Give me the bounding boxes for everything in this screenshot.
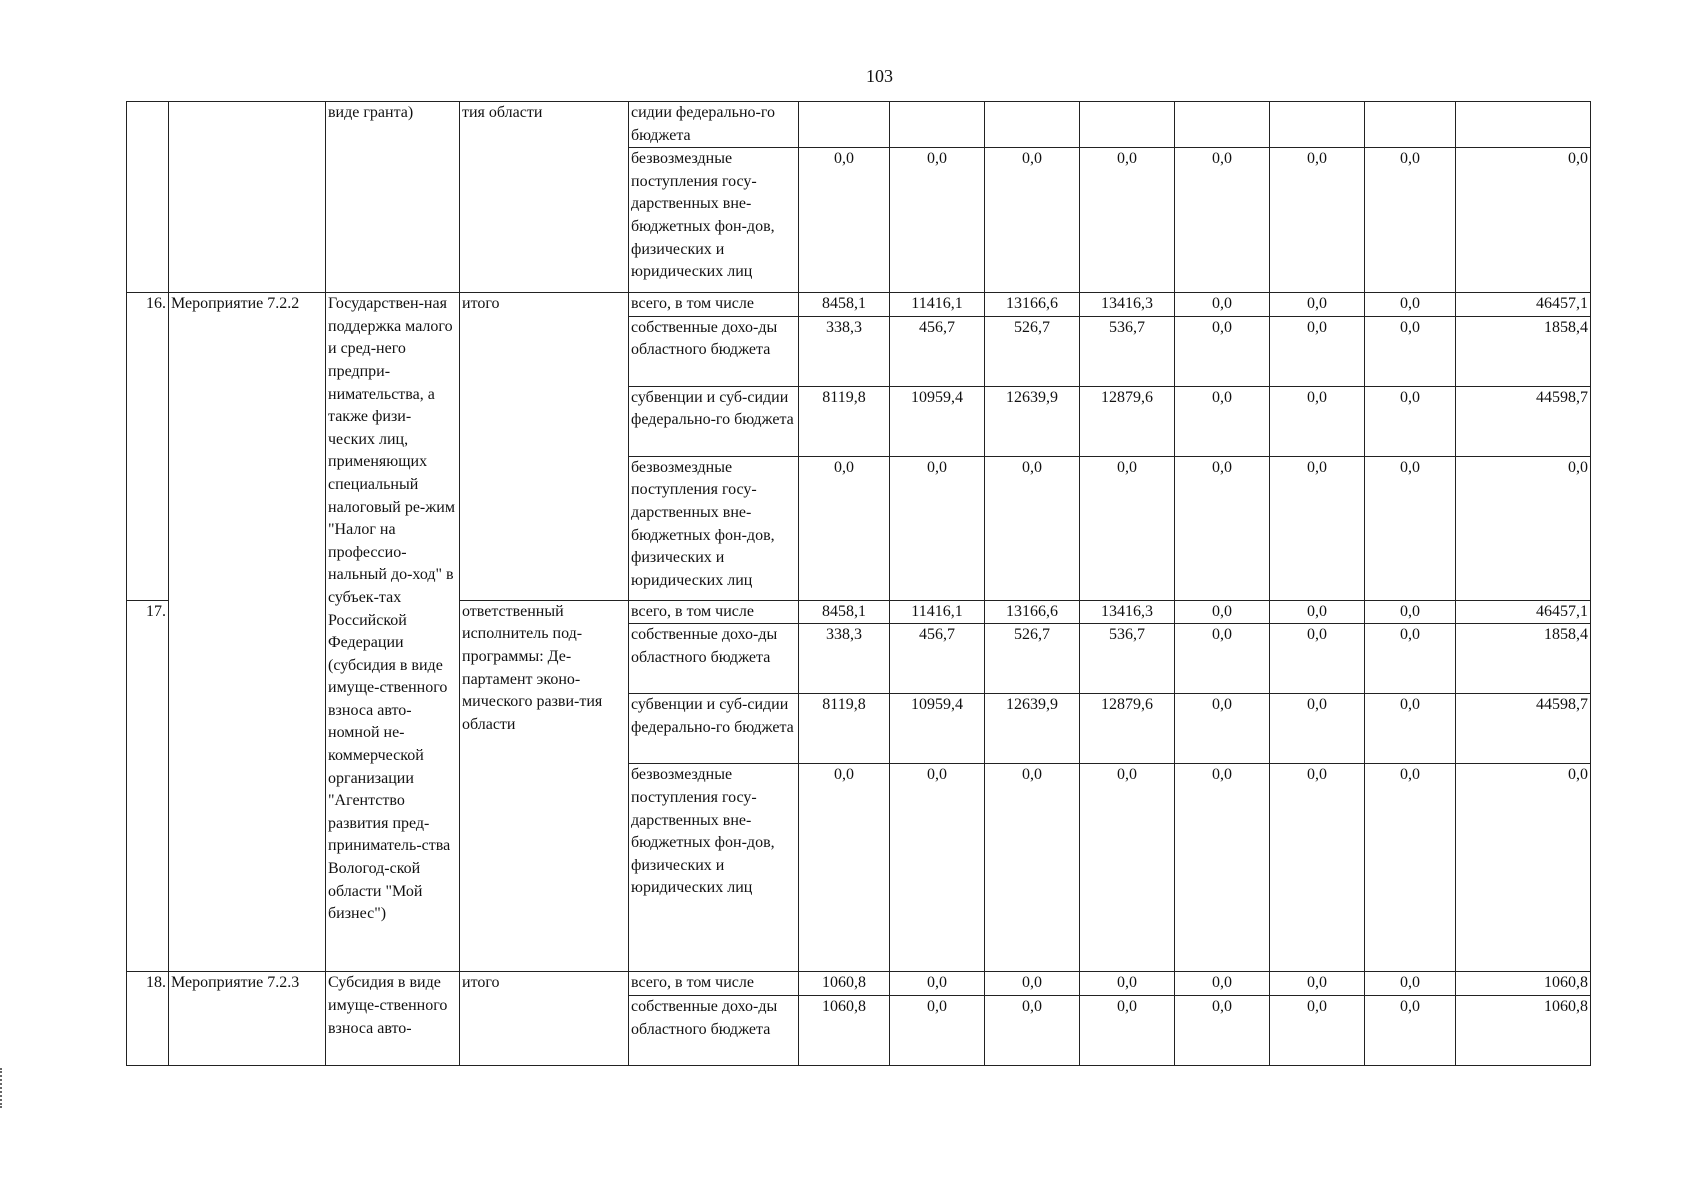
source-label: собственные дохо-ды областного бюджета [629,316,799,386]
value-cell: 13166,6 [985,293,1080,317]
value-cell: 0,0 [1270,694,1365,764]
value-cell: 338,3 [799,624,890,694]
value-cell: 0,0 [1365,316,1456,386]
event-cell [169,102,326,293]
value-cell: 12879,6 [1080,694,1175,764]
value-cell: 0,0 [1175,386,1270,456]
value-cell [1365,102,1456,148]
value-cell: 0,0 [1270,148,1365,293]
value-cell: 1858,4 [1456,316,1591,386]
value-cell: 0,0 [985,764,1080,972]
event-label: Мероприятие 7.2.3 [169,972,326,1066]
value-cell: 338,3 [799,316,890,386]
value-cell: 0,0 [1456,764,1591,972]
event-description: Субсидия в виде имуще-ственного взноса авто- [326,972,460,1066]
value-cell: 8119,8 [799,386,890,456]
value-cell: 0,0 [1270,995,1365,1065]
value-cell [890,102,985,148]
value-cell: 8458,1 [799,293,890,317]
value-cell [1456,102,1591,148]
value-cell: 0,0 [1270,972,1365,996]
source-label: субвенции и суб-сидии федерально-го бюджета [629,386,799,456]
value-cell: 0,0 [985,972,1080,996]
executor-label: ответственный исполнитель под-программы: Де-партамент эконо-мического разви-тия области [460,600,629,972]
row-number-cell [127,102,169,293]
value-cell: 0,0 [1175,972,1270,996]
scan-edge-marks [0,1068,6,1108]
value-cell: 12879,6 [1080,386,1175,456]
source-label: субвенции и суб-сидии федерально-го бюджета [629,694,799,764]
value-cell: 0,0 [1270,624,1365,694]
value-cell: 12639,9 [985,386,1080,456]
value-cell: 46457,1 [1456,600,1591,624]
value-cell [799,102,890,148]
value-cell: 0,0 [1456,148,1591,293]
value-cell: 0,0 [1365,764,1456,972]
value-cell: 0,0 [1365,293,1456,317]
event-label: Мероприятие 7.2.2 [169,293,326,972]
value-cell: 0,0 [1175,764,1270,972]
source-label: сидии федерально-го бюджета [629,102,799,148]
value-cell: 526,7 [985,316,1080,386]
value-cell: 0,0 [1080,456,1175,600]
value-cell: 0,0 [1175,148,1270,293]
value-cell: 0,0 [1175,316,1270,386]
value-cell: 0,0 [1365,995,1456,1065]
value-cell: 0,0 [985,148,1080,293]
source-label: всего, в том числе [629,972,799,996]
page-number: 103 [866,66,893,86]
value-cell: 8119,8 [799,694,890,764]
value-cell: 10959,4 [890,694,985,764]
value-cell: 0,0 [1270,293,1365,317]
value-cell: 0,0 [1270,764,1365,972]
value-cell: 0,0 [1365,972,1456,996]
source-label: безвозмездные поступления госу-дарственных вне-бюджетных фон-дов, физических и юридических лиц [629,148,799,293]
row-number: 18. [127,972,169,1066]
value-cell: 0,0 [890,456,985,600]
value-cell: 456,7 [890,624,985,694]
value-cell: 1060,8 [1456,972,1591,996]
event-description: Государствен-ная поддержка малого и сред-него предпри-нимательства, а также физи-ческих лиц, применяющих специальный налоговый ре-жим "Налог на профессио-нальный до-ход" в субъек-тах Российской Федерации (субсидия в виде имуще-ственного взноса авто-номной не-коммерческой организации "Агентство развития пред-приниматель-ства Вологод-ской области "Мой бизнес") [326,293,460,972]
value-cell: 0,0 [1175,600,1270,624]
value-cell: 0,0 [799,764,890,972]
value-cell: 12639,9 [985,694,1080,764]
value-cell: 0,0 [1175,995,1270,1065]
value-cell: 0,0 [890,764,985,972]
value-cell [1080,102,1175,148]
value-cell: 0,0 [985,456,1080,600]
value-cell: 0,0 [1175,456,1270,600]
value-cell: 0,0 [1365,694,1456,764]
table-row [127,102,1591,148]
table-row [127,293,1591,317]
value-cell: 13166,6 [985,600,1080,624]
value-cell: 11416,1 [890,600,985,624]
value-cell: 11416,1 [890,293,985,317]
value-cell: 0,0 [1270,316,1365,386]
value-cell: 0,0 [1080,972,1175,996]
source-label: безвозмездные поступления госу-дарственных вне-бюджетных фон-дов, физических и юридических лиц [629,456,799,600]
value-cell: 1060,8 [799,995,890,1065]
table-row [127,972,1591,996]
value-cell: 0,0 [1175,293,1270,317]
value-cell: 1060,8 [799,972,890,996]
value-cell: 0,0 [1270,456,1365,600]
value-cell: 456,7 [890,316,985,386]
value-cell: 0,0 [1175,624,1270,694]
executor-label: итого [460,293,629,601]
value-cell: 0,0 [1270,600,1365,624]
value-cell: 44598,7 [1456,386,1591,456]
source-label: всего, в том числе [629,293,799,317]
value-cell: 46457,1 [1456,293,1591,317]
value-cell: 1858,4 [1456,624,1591,694]
value-cell [1175,102,1270,148]
value-cell: 0,0 [1365,456,1456,600]
value-cell: 0,0 [1080,764,1175,972]
value-cell: 0,0 [890,972,985,996]
value-cell: 0,0 [799,148,890,293]
value-cell: 13416,3 [1080,600,1175,624]
source-label: собственные дохо-ды областного бюджета [629,624,799,694]
value-cell: 0,0 [890,148,985,293]
value-cell: 44598,7 [1456,694,1591,764]
row-number: 16. [127,293,169,601]
value-cell: 0,0 [1365,148,1456,293]
name-cell: виде гранта) [326,102,460,293]
executor-label: итого [460,972,629,1066]
value-cell: 13416,3 [1080,293,1175,317]
row-number: 17. [127,600,169,972]
value-cell: 526,7 [985,624,1080,694]
value-cell: 0,0 [985,995,1080,1065]
value-cell: 536,7 [1080,316,1175,386]
value-cell: 8458,1 [799,600,890,624]
value-cell: 0,0 [1175,694,1270,764]
value-cell: 0,0 [1365,386,1456,456]
value-cell: 0,0 [1080,995,1175,1065]
value-cell [985,102,1080,148]
value-cell: 0,0 [1270,386,1365,456]
budget-table [126,101,1591,1066]
value-cell: 0,0 [1365,600,1456,624]
value-cell: 10959,4 [890,386,985,456]
value-cell: 0,0 [890,995,985,1065]
value-cell: 0,0 [1365,624,1456,694]
value-cell: 0,0 [1456,456,1591,600]
source-label: безвозмездные поступления госу-дарственных вне-бюджетных фон-дов, физических и юридических лиц [629,764,799,972]
value-cell: 536,7 [1080,624,1175,694]
value-cell: 0,0 [1080,148,1175,293]
value-cell: 0,0 [799,456,890,600]
value-cell: 1060,8 [1456,995,1591,1065]
source-label: всего, в том числе [629,600,799,624]
source-label: собственные дохо-ды областного бюджета [629,995,799,1065]
value-cell [1270,102,1365,148]
executor-cell: тия области [460,102,629,293]
